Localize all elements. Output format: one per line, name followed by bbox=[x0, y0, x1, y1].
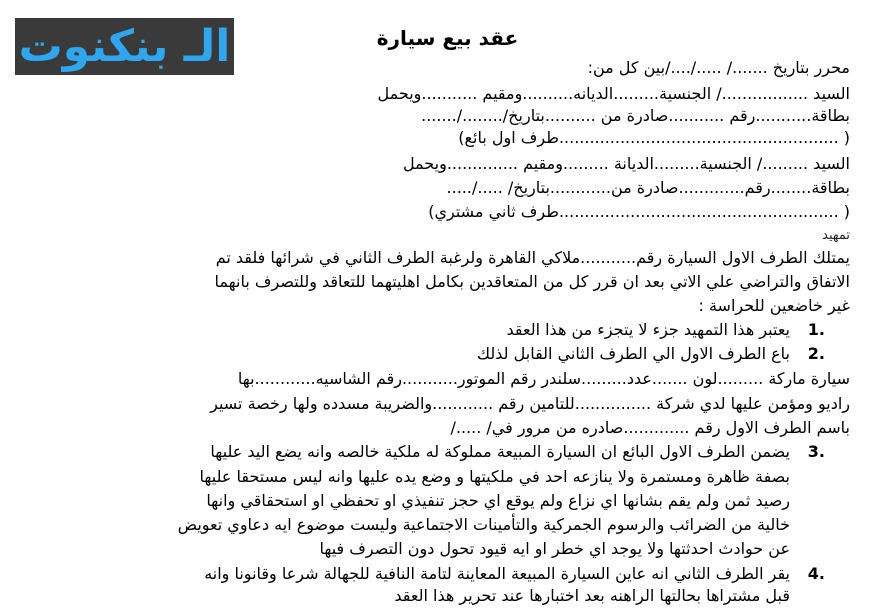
preamble-line: غير خاضعين للحراسة : bbox=[698, 296, 850, 315]
car-line: سيارة ماركة .........لون .......عدد.........سلندر رقم الموتور...........رقم الشاسيه............بها bbox=[237, 369, 850, 388]
clause-line: رصيد ثمن ولم يقم بشانها اي نزاع ولم يوقع اي حجز تنفيذي او تحفظي او استحقاقي وانها bbox=[206, 491, 790, 510]
clause-line: بصفة ظاهرة ومستمرة ولا ينازعه احد في ملكيتها و وضع يده عليها وانه ليس مستحقا عليها bbox=[199, 467, 790, 486]
clause-line: عن حوادث احدثتها ولا يوجد اي خطر او ايه قيود تحول دون التصرف فيها bbox=[319, 539, 790, 558]
clause-number: 2. bbox=[807, 344, 825, 363]
clause-line: يعتبر هذا التمهيد جزء لا يتجزء من هذا العقد bbox=[506, 320, 790, 339]
header-line: السيد ........./ الجنسية.........الديانة .........ومقيم ..............ويحمل bbox=[402, 154, 850, 173]
header-line: ( .......................................................طرف اول بائع) bbox=[458, 128, 850, 147]
header-line: بطاقة...........رقم ...........صادرة من ..........بتاريخ/......../....... bbox=[421, 106, 850, 125]
preamble-line: يمتلك الطرف الاول السيارة رقم...........ملاكي القاهرة ولرغبة الطرف الثاني في شرائها فلقد تم bbox=[215, 248, 850, 267]
document-title: عقد بيع سيارة bbox=[376, 26, 519, 50]
header-line: السيد ................./ الجنسية.........الديانه..........ومقيم ...........ويحمل bbox=[377, 84, 850, 103]
header-line: ( .......................................................طرف ثاني مشتري) bbox=[428, 202, 850, 221]
car-line: راديو ومؤمن عليها لدي شركة ...............للتامين رقم ............والضريبة مسدده ولها رخصة تسير bbox=[210, 394, 850, 413]
logo: الـ بنكنوت bbox=[15, 18, 234, 75]
header-line: بطاقة........رقم.............صادرة من............بتاريخ/ ...../..... bbox=[446, 178, 850, 197]
preamble-line: الاتفاق والتراضي علي الاتي بعد ان قرر كل من المتعاقدين بكامل اهليتهما للتعاقد وللتصرف بانهما bbox=[214, 272, 850, 291]
clause-number: 4. bbox=[807, 564, 825, 583]
clause-line: يضمن الطرف الاول البائع ان السيارة المبيعة مملوكة له ملكية خالصه وانه يضع اليد عليها bbox=[210, 442, 790, 461]
car-line: باسم الطرف الاول رقم .............صادره من مرور في/ ...../ bbox=[450, 418, 850, 437]
clause-line: قبل مشتراها بحالتها الراهنه بعد اختبارها عند تحرير هذا العقد bbox=[394, 586, 790, 605]
clause-number: 3. bbox=[807, 442, 825, 461]
clause-line: باع الطرف الاول الي الطرف الثاني القابل لذلك bbox=[476, 344, 790, 363]
clause-line: خالية من الضرائب والرسوم الجمركية والتأمينات الاجتماعية وليست موضوع ايه دعاوي تعويض bbox=[177, 515, 790, 534]
clause-line: يقر الطرف الثاني انه عاين السيارة المبيعة المعاينة لتامة النافية للجهالة شرعا وقانونا وانه bbox=[204, 564, 790, 583]
header-line: محرر بتاريخ ......./ ...../..../بين كل من: bbox=[587, 58, 850, 77]
clause-number: 1. bbox=[807, 320, 825, 339]
preamble-title: تمهيد bbox=[822, 228, 850, 243]
